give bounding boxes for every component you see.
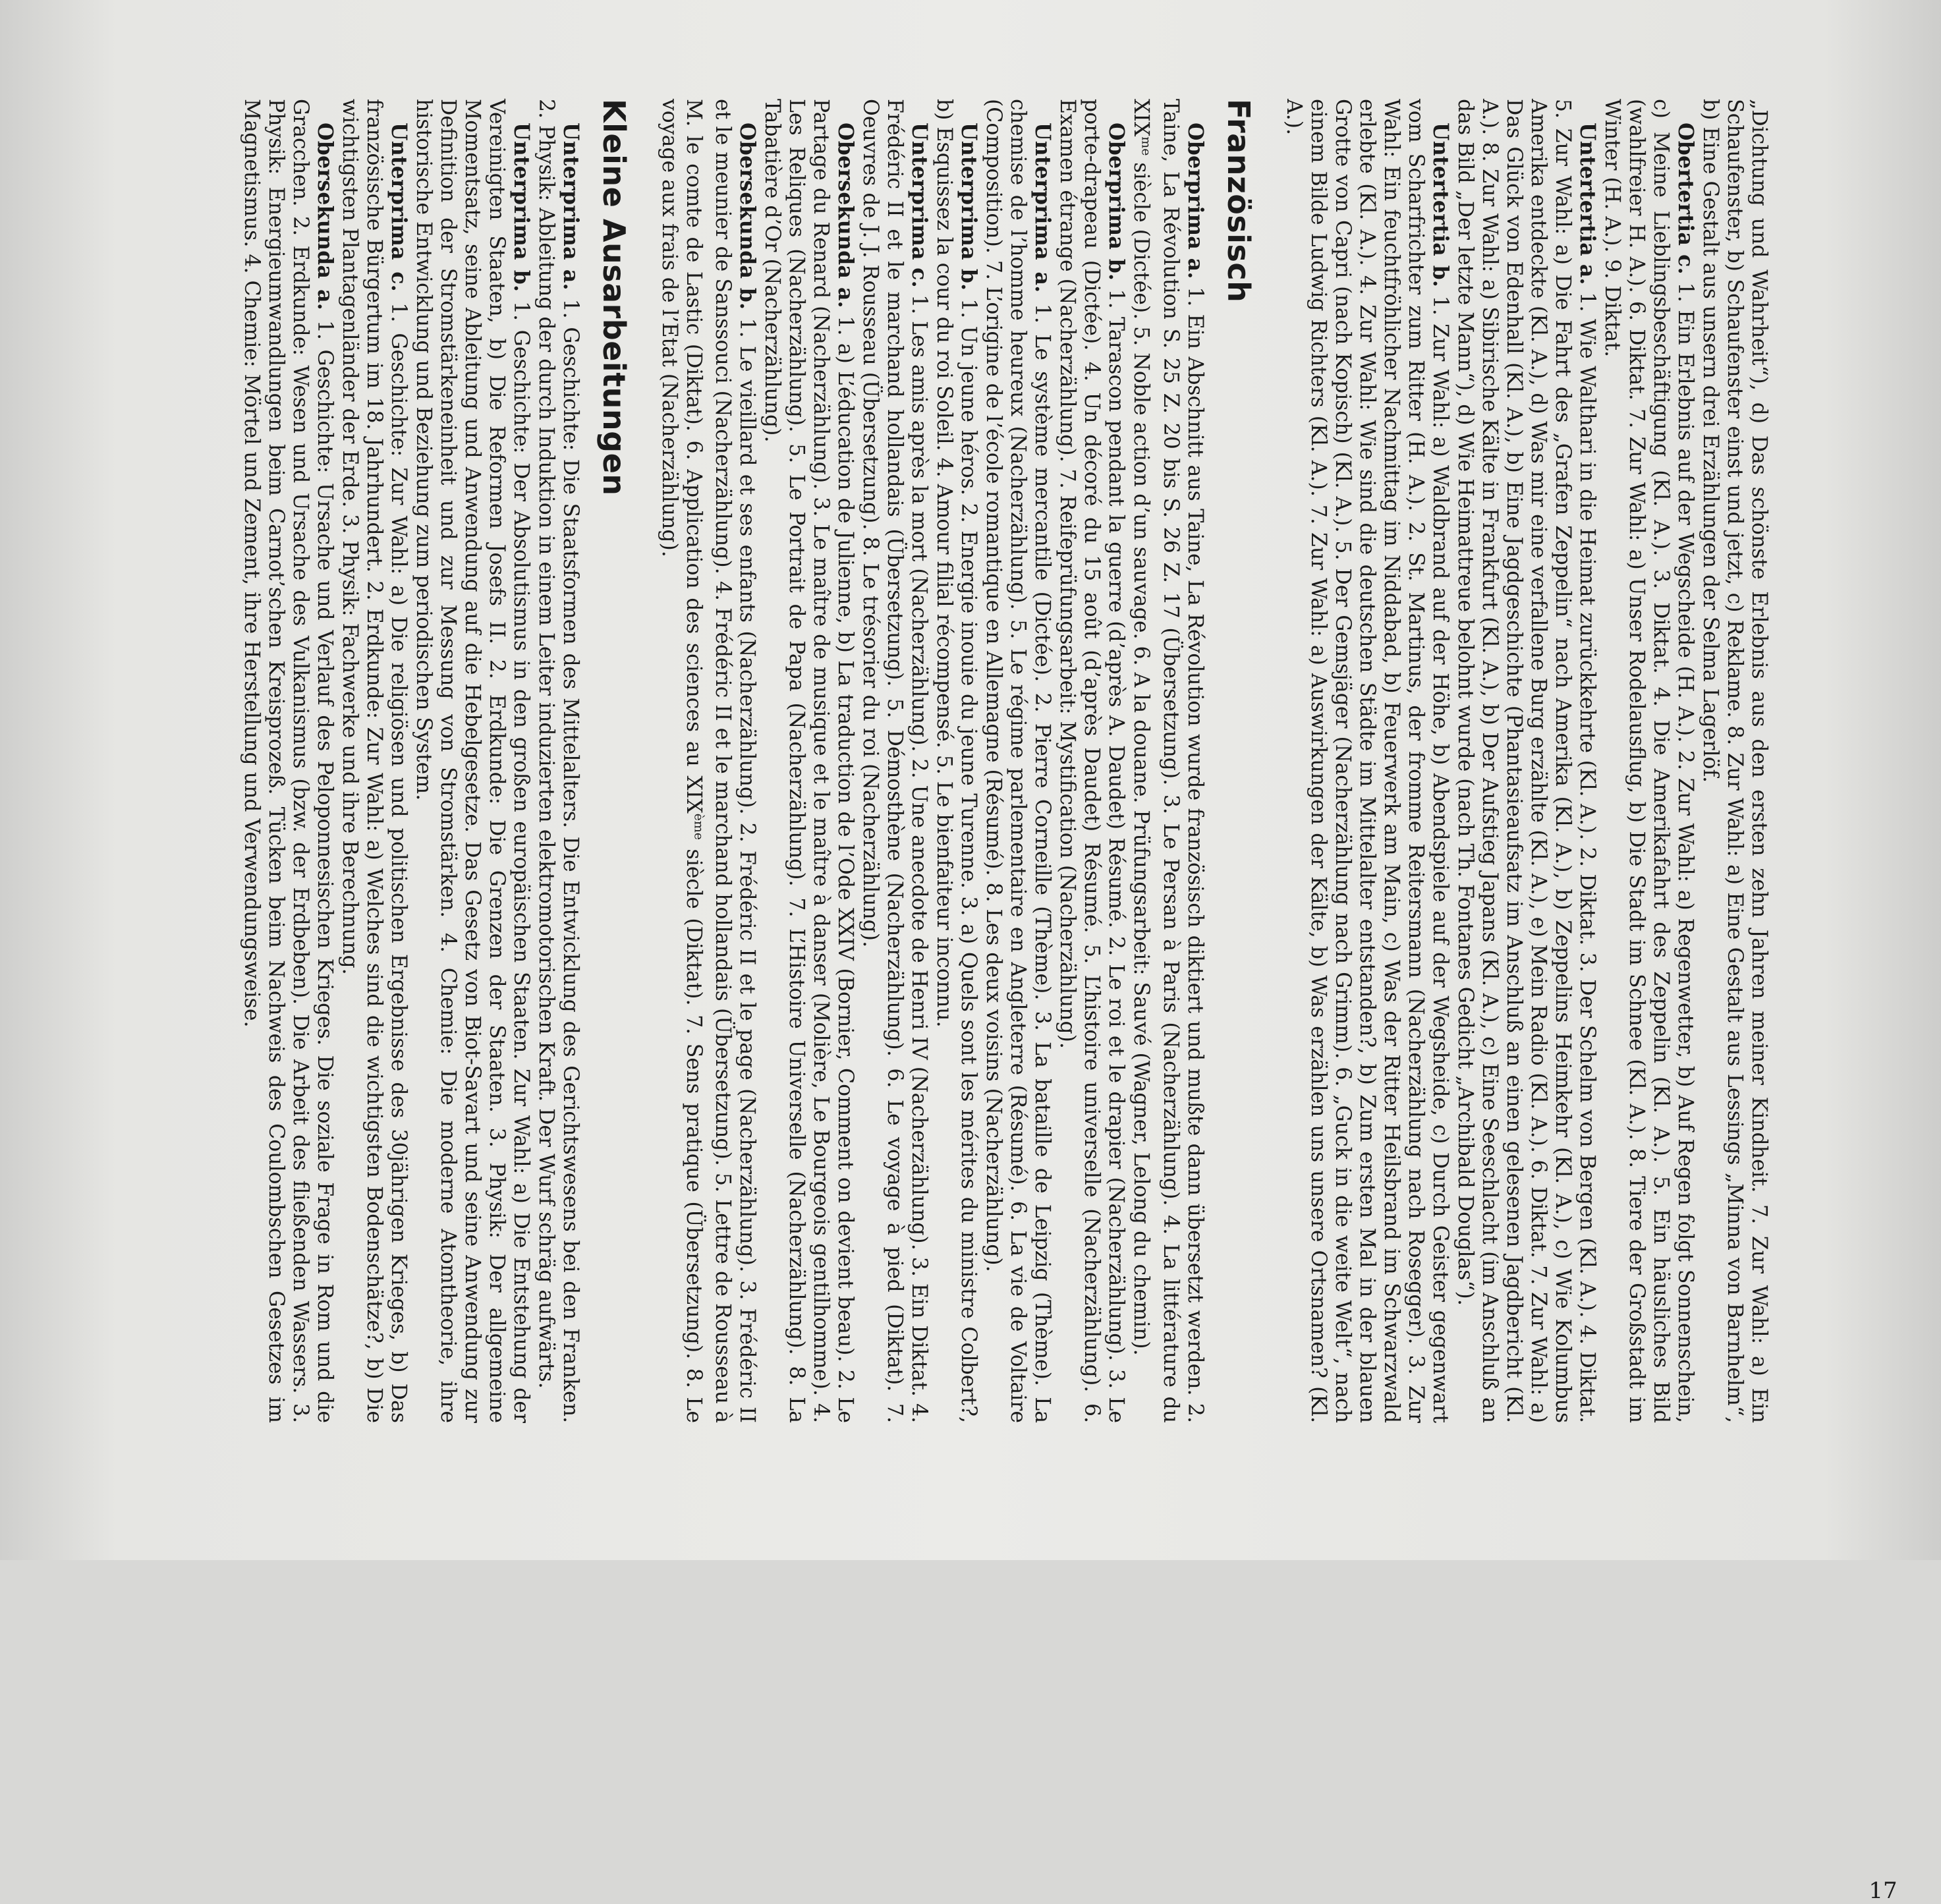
class-label: Unterprima b.: [509, 123, 534, 293]
class-label: Oberprima a.: [1183, 123, 1208, 279]
entry-paragraph: [411, 99, 534, 1423]
entry-text: 1. Le système mercantile (Dictée). 2. Pierre Corneille (Thème). 3. La bataille de Leipzig (Thème). La chemise de l’homme heureux (Nacherzählung). 5. Le régime parlementaire en Angleterre (Résumé). 6. La vie de Voltaire (Composition). 7. L’origine de l’école romantique en Allemagne (Résumé). 8. Les deux voisins (Nacherzählung).: [982, 99, 1055, 1423]
entry-paragraph: [1281, 99, 1453, 1423]
entry-text: 1. Geschichte: Der Absolutismus in den großen europäischen Staaten. Zur Wahl: a) Die Entstehung der Vereinigten Staaten, b) Die Reformen Josefs II. 2. Erdkunde: Die Grenzen der Staaten. 3. Physik: Der allgemeine Momentsatz, seine Ableitung und Anwendung auf die Hebelgesetze. Das Gesetz von Biot-Savart und seine Anwendung zur Definition der Stromstärkeneinheit und zur Messung von Stromstärken. 4. Chemie: Die moderne Atomtheorie, ihre historische Entwicklung und Beziehung zum periodischen System.: [412, 99, 533, 1424]
class-label: Obersekunda a.: [313, 123, 337, 311]
entry-text: 1. Zur Wahl: a) Waldbrand auf der Höhe, b) Abendspiele auf der Wegsheide, c) Durch Geister gegenwart vom Scharfrichter zum Ritter (H. A.). 2. St. Martinus, der fromme Reitersmann (Nacherzählung nach Rosegger). 3. Zur Wahl: Ein feuchtfröhlicher Nachmittag im Niddabad, b) Feuerwerk am Main, c) Was der Ritter Heilsbrand im Schwarzwald erlebte (Kl. A.). 4. Zur Wahl: Wie sind die deutschen Städte im Mittelalter entstanden?, b) Zum ersten Mal in der blauen Grotte von Capri (nach Kopisch) (Kl. A.). 5. Der Gemsjäger (Nacherzählung nach Grimm). 6. „Guck in die weite Welt“, nach einem Bilde Ludwig Richters (Kl. A.). 7. Zur Wahl: a) Auswirkungen der Kälte, b) Was erzählen uns unsere Ortsnamen? (Kl. A.).: [1282, 99, 1452, 1423]
class-label: Unterprima a.: [559, 123, 583, 291]
entry-paragraph: [982, 99, 1055, 1423]
section-heading-franzoesisch: Französisch: [1221, 99, 1256, 303]
class-label: Oberprima b.: [1104, 123, 1129, 281]
class-label: Unterprima a.: [1030, 123, 1055, 293]
entry-text: 1. Un jeune héros. 2. Energie inouie du jeune Turenne. 3. a) Quels sont les mérites du ministre Colbert?, b) Esquissez la cour du roi Soleil. 4. Amour filial récompensé. 5. Le bienfaiteur inconnu.: [932, 99, 981, 1423]
page-number: 17: [1869, 1878, 1898, 1904]
entry-paragraph: [1453, 99, 1600, 1423]
class-label: Obersekunda a.: [833, 123, 858, 308]
text-column: [239, 99, 1771, 1423]
entry-text: 1. Wie Walthari in die Heimat zurückkehrte (Kl. A.). 2. Diktat. 3. Der Schelm von Bergen (Kl. A.). 4. Diktat. 5. Zur Wahl: a) Die Fahrt des „Grafen Zeppelin“ nach Amerika (Kl. A.), b) Zeppelins Heimkehr (Kl. A.), c) Wie Kolumbus Amerika entdeckte (Kl. A.), d) Was mir eine verfallene Burg erzählte (Kl. A.), e) Mein Radio (Kl. A.). 6. Diktat. 7. Zur Wahl: a) Das Glück von Edenhall (Kl. A.), b) Eine Jagdgeschichte (Phantasieaufsatz im Anschluß an einen gelesenen Jagdbericht (Kl. A.). 8. Zur Wahl: a) Sibirische Kälte in Frankfurt (Kl. A.), b) Der Aufstieg Japans (Kl. A.), c) Eine Seeschlacht (im Anschluß an das Bild „Der letzte Mann“), d) Wie Heimattreue belohnt wurde (nach Th. Fontanes Gedicht „Archibald Douglas“).: [1453, 99, 1599, 1423]
entry-text: 1. Ein Abschnitt aus Taine, La Révolution wurde französisch diktiert und mußte dann übersetzt werden. 2. Taine, La Révolution S. 25 Z. 20 bis S. 26 Z. 17 (Übersetzung). 3. Le Persan à Paris (Nacherzählung). 4. La littérature du $XIX^{me}$ siècle (Dictée). 5. Noble action d’un sauvage. 6. A la douane. Prüfungsarbeit: Sauvé (Wagner, Lelong du chemin).: [1129, 99, 1207, 1423]
deutsch-section: [1281, 99, 1698, 1423]
intro-paragraph: „Dichtung und Wahrheit“), d) Das schönste Erlebnis aus den ersten zehn Jahren meiner Kindheit. 7. Zur Wahl: a) Ein Schaufenster, b) Schaufenster einst und jetzt, c) Reklame. 8. Zur Wahl: a) Eine Gestalt aus Lessings „Minna von Barnhelm“, b) Eine Gestalt aus unsern drei Erzählungen der Selma Lagerlöf.: [1699, 99, 1771, 1423]
rotated-document-page: [124, 99, 1898, 1904]
entry-text: 1. Le vieillard et ses enfants (Nacherzählung). 2. Frédéric II et le page (Nacherzählung). 3. Frédéric II et le meunier de Sanssouci (Nacherzählung). 4. Frédéric II et le marchand hollandais (Übersetzung). 5. Lettre de Rousseau à M. le comte de Lastic (Diktat). 6. Application des sciences au XIXème siècle (Diktat). 7. Sens pratique (Übersetzung). 8. Le voyage aux frais de l’Etat (Nacherzählung).: [658, 99, 760, 1423]
class-label: Obersekunda b.: [735, 123, 760, 310]
class-label: Obertertia c.: [1674, 123, 1698, 275]
entry-text: 1. Ein Erlebnis auf der Wegscheide (H. A.). 2. Zur Wahl: a) Regenwetter, b) Auf Regen folgt Sonnenschein, c) Meine Lieblingsbeschäftigung (Kl. A.). 3. Diktat. 4. Die Amerikafahrt des Zeppelin (Kl. A.). 5. Ein häusliches Bild (wahlfreier H. A.). 6. Diktat. 7. Zur Wahl: a) Unser Rodelausflug, b) Die Stadt im Schnee (Kl. A.). 8. Tiere der Großstadt im Winter (H. A.). 9. Diktat.: [1600, 99, 1697, 1423]
entry-paragraph: [239, 99, 337, 1423]
entry-paragraph: [337, 99, 411, 1423]
class-label: Unterprima c.: [387, 123, 411, 293]
entry-text: 1. Tarascon pendant la guerre (d’après A. Daudet) Résumé. 2. Le roi et le drapier (Nacherzählung). 3. Le porte-drapeau (Dictée). 4. Un décoré du 15 août (d’après Daudet) Résumé. 5. L’histoire universelle (Nacherzählung). 6. Examen étrange (Nacherzählung). 7. Reifeprüfungsarbeit: Mystification (Nacherzählung).: [1055, 99, 1129, 1423]
entry-paragraph: [534, 99, 583, 1423]
entry-text: 1. Geschichte: Zur Wahl: a) Die religiösen und politischen Ergebnisse des 30jährigen Krieges, b) Das französische Bürgertum im 18. Jahrhundert. 2. Erdkunde: Zur Wahl: a) Welches sind die wichtigsten Bodenschätze?, b) Die wichtigsten Plantagenländer der Erde. 3. Physik: Fachwerke und ihre Berechnung.: [338, 99, 410, 1423]
entry-paragraph: [932, 99, 982, 1423]
franzoesisch-section: [657, 99, 1208, 1423]
entry-paragraph: [1055, 99, 1129, 1423]
class-label: Untertertia b.: [1428, 123, 1453, 288]
class-label: Untertertia a.: [1575, 123, 1600, 285]
class-label: Unterprima b.: [957, 123, 982, 291]
entry-paragraph: [1600, 99, 1698, 1423]
kleine-ausarbeitungen-section: [239, 99, 583, 1423]
entry-text: 1. Geschichte: Die Staatsformen des Mittelalters. Die Entwicklung des Gerichtswesens bei den Franken. 2. Physik: Ableitung der durch Induktion in einem Leiter induzierten elektromotorischen Kraft. Der Wurf schräg aufwärts.: [534, 99, 582, 1423]
entry-text: 1. Geschichte: Ursache und Verlauf des Peloponnesischen Krieges. Die soziale Frage in Rom und die Gracchen. 2. Erdkunde: Wesen und Ursache des Vulkanismus (bzw. der Erdbeben). Die Arbeit des fließenden Wassers. 3. Physik: Energieumwandlungen beim Carnot’schen Kreisprozeß. Tücken beim Nachweis des Coulombschen Gesetzes im Magnetismus. 4. Chemie: Mörtel und Zement, ihre Herstellung und Verwendungsweise.: [240, 99, 337, 1423]
section-heading-kleine-ausarbeitungen: Kleine Ausarbeitungen: [596, 99, 632, 496]
entry-text: 1. a) L’éducation de Julienne, b) La traduction de l’Ode XXIV (Bornier, Comment on devient beau). 2. Le Partage du Renard (Nacherzählung). 3. Le maître de musique et le maître à danser (Molière, Le Bourgeois gentilhomme). 4. Les Reliques (Nacherzählung). 5. Le Portrait de Papa (Nacherzählung). 7. L’Histoire Universelle (Nacherzählung). 8. La Tabatière d’Or (Nacherzählung).: [760, 99, 858, 1423]
entry-paragraph: [1129, 99, 1208, 1423]
entry-paragraph: [657, 99, 760, 1423]
entry-paragraph: [760, 99, 858, 1423]
entry-text: 1. Les amis après la mort (Nacherzählung). 2. Une anecdote de Henri IV (Nacherzählung). 3. Ein Diktat. 4. Frédéric II et le marchand hollandais (Übersetzung). 5. Démosthène (Nacherzählung). 6. Le voyage à pied (Diktat). 7. Oeuvres de J. J. Rousseau (Übersetzung). 8. Le trésorier du roi (Nacherzählung).: [858, 99, 932, 1424]
class-label: Unterprima c.: [907, 123, 932, 288]
entry-paragraph: [858, 99, 932, 1423]
